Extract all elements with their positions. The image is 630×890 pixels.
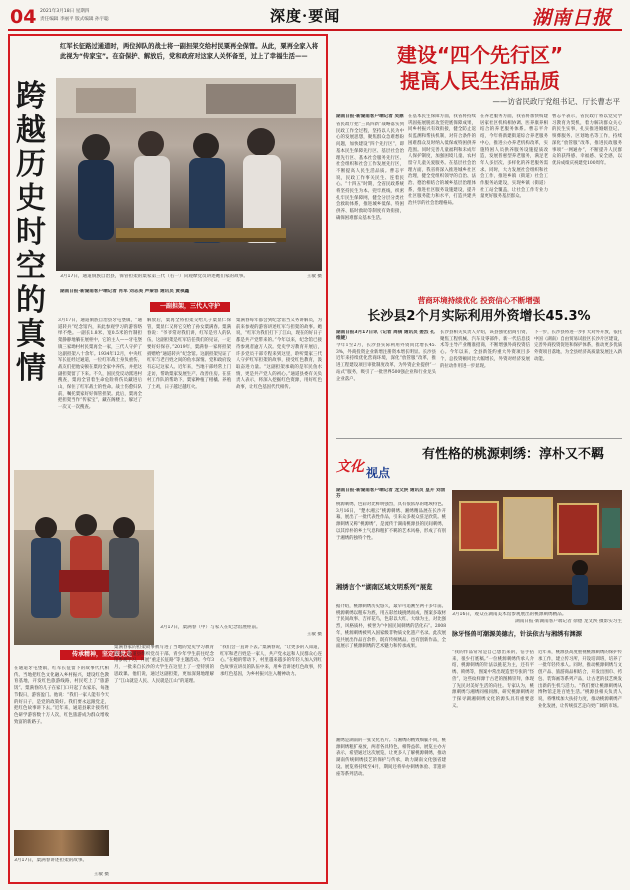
econ-col-1: 今年1至2月，长沙县实际利用外资同比增长45.3%，外商投资企业新增注册资本增长明显。长沙县近年来持续优化营商环境，深化“放管服”改革，推进工程建设项目审批制度改革，为外资企业提供“一站式”服务，吸引了一批世界500强企业和行业龙头企业落户。 <box>336 343 436 382</box>
feature-intro: 桃源刺绣，色彩对比鲜明强烈，具有很浓厚的地域特色。3月16日，“楚水湘云”桃源刺绣、湘绣精品展在长沙开幕，展出了一批代表性作品，引来众多观众驻足欣赏。桃源刺绣又称“桃源绣”，是流传于湖南桃源县的民间刺绣，以其淳朴的乡土气息和粗犷不羁的艺术风格，形成了有别于湘绣的独特个性。 <box>336 502 446 541</box>
left-vertical-headline: 跨越历史时空的真情 <box>16 79 46 386</box>
issue-date: 2021年3月18日 星期四 <box>40 9 90 14</box>
subhead-one-stretcher: 一副担架，三代人守护 <box>150 302 230 312</box>
left-col-2: 解放后，粟再全将担架交给儿子粟显仁保管，粟显仁又将它交给了孙女粟满春。粟满春说：“爷爷常对我们讲，红军是穷人的队伍，这副担架是红军信任我们的见证，一定要好好保存。”2019年，粟满春一家将担架捐赠给“通道转兵”纪念馆。这副担架见证了红军与老百姓之间的鱼水深情。党和政府没有忘记这家人。近年来，当地干部经常上门走访，帮助粟家发展生产、改善住房。在驻村工作队的帮助下，粟家种植了柑橘、养殖了土鸡，日子越过越红火。 <box>147 318 231 391</box>
editors-line: 责任编辑 李丽平 版式编辑 孙宇聪 <box>40 17 109 22</box>
left-col-6: “我们会一直讲下去。”粟满春说，“让更多的人知道，红军和老百姓是一家人，共产党永远和人民群众心连心。”在她的带动下，村里越来越多的年轻人加入到红色故事宣讲员的队伍中来，用乡音讲述红色故事，传承红色基因，为乡村振兴注入精神动力。 <box>220 645 322 677</box>
left-lede: 红军长征路过通道时，两位掉队的战士将一副担架交给村民粟再全保管。从此，粟再全家入将此视为“传家宝”。在奋保护、解放后，党和政府对这家人关怀备至，过上了幸福生活—— <box>60 43 319 60</box>
photo3-caption: 3月17日，粟满春讲述担架的故事。 <box>14 858 88 863</box>
interview-headline-1: 建设“四个先行区” <box>396 43 564 67</box>
subhead-carry-spirit: 传承精神，坚定跟党走 <box>60 650 144 660</box>
feature-photo-caption: 3月16日，观众在湖南美术馆参观展出的桃源刺绣精品。 <box>452 612 567 617</box>
econ-col-2: 长沙县相关负责人介绍，该县强化招商引资，聚焦工程机械、汽车及零部件、新一代信息技术等主导产业精准招商，不断增强外商投资信心。今年以来，全县新签约重大外资项目多个，总投资额同比大幅增长，外资对经济发展的拉动作用进一步显现。 <box>440 330 530 369</box>
page-number: 04 <box>10 6 37 28</box>
photo-figures-graphic <box>56 78 322 271</box>
econ-headline: 长沙县2个月实际利用外资增长45.3% <box>367 309 591 324</box>
left-col-3: 粟满春每年都会到纪念馆当义务讲解员，为前来参观的游客讲述红军与担架的故事。她说，“红军为我们打下了江山，现在的好日子都是共产党带来的。”今年以来，纪念馆已接待参观者逾万人次。党史学习教育开展后，许多党员干部专程来到这里，聆听粟家三代人守护红军担架的故事，接受红色教育，汲取奋进力量。“这副担架承载的是军民鱼水情，更是共产党人的初心。”通道县委有关负责人表示，将深入挖掘红色资源，用好红色故事，让红色基因代代相传。 <box>236 318 322 391</box>
left-byline: 湖南日报·新湖南客户端记者 肖军 刘志美 声秦容 通讯员 黄祺鑫 <box>60 289 190 294</box>
photo-stretcher-exhibit <box>56 78 322 271</box>
photo2-credit: 王敏 摄 <box>306 632 322 637</box>
photo3-credit: 王敏 摄 <box>93 872 109 877</box>
feature-subhead-2: 脉牙怪兽可潮源美德古，针法依古与湘绣有渊源 <box>452 631 582 638</box>
photo-embroidery-gallery <box>452 490 622 610</box>
interview-subhead: ——访省民政厅党组书记、厅长曹志平 <box>492 97 620 106</box>
photo1-caption: 3月17日，通道侗族自治县，保管担架的粟家第三代（右一）向观摩党员讲述她们家的故事。 <box>60 274 248 279</box>
page-header <box>0 0 630 32</box>
culture-stamp-top: 文化 <box>336 459 364 475</box>
interview-col-d: 曹志平表示，省民政厅将以党史学习教育为契机，着力解决群众关心的民生实事，扎实推进婚姻登记、殡葬服务、区划地名等工作，持续深化“放管服”改革，推进民政服务事项“一网通办”，不断提升人民群众的获得感、幸福感、安全感，以优异成绩庆祝建党100周年。 <box>552 114 622 166</box>
feature-headline: 有性格的桃源剌绣：淳朴又不羁 <box>421 447 604 462</box>
interview-col-c: 在养老服务方面，我省将加快构建居家社区机构相协调、医养康养相结合的养老服务体系。曹志平介绍，今年将新建街道综合养老服务中心，推进公办养老机构改革，实施特困人员供养服务设施提质改造，发展普惠型养老服务，满足老年人多层次、多样化的养老服务需求。同时，大力发展社会组织和社会工作，推进乡镇（街道）社会工作服务站建设，实现乡镇（街道）社工站全覆盖，让社会工作专业力量更好服务基层群众。 <box>480 114 548 200</box>
interview-col-a: 省民政厅把“三高四新”战略落实到民政工作全过程，坚持以人民为中心的发展思想，聚焦群众急难愁盼问题，加快建设“四个先行区”，即基本民生保障先行区、基层社会治理先行区、基本社会服务先行区、社会组织和社会工作发展先行区，不断提高人民生活品质。曹志平说，民政工作事关民生、连着民心。“十四五”时期，全省民政系统将坚持民生为本、兜牢底线，织密扎牢民生保障网，健全分层分类社会救助体系，推进城乡低保、特困供养、临时救助等制度有效衔接，确保困难群众基本生活。 <box>336 122 404 221</box>
photo2-caption: 3月17日，粟满春（中）与家人在纪念馆展柜前。 <box>160 625 261 630</box>
feature-col-c: “我的作品常常是自己想出来的，信手拈来，很少打底稿。”一位桃源刺绣传承人介绍，桃源刺绣的针法以挑花为主，还有平绣、锁绣等，图案中常出现造型夸张的“怪兽”，这些纹样源于古老的图腾崇拜，体现了先民对美好生活的向往。专家认为，桃源刺绣与湘绣同根同源，研究桃源刺绣对于探寻湖湘刺绣文化的源头具有重要意义。 <box>452 650 534 709</box>
header-rule <box>8 29 622 31</box>
culture-stamp-bottom: 视点 <box>366 466 391 480</box>
feature-photo-credit: 湖南日报·新湖南客户端记者 徐德 龙文泱 摄影实习生 <box>515 619 622 624</box>
section-divider <box>336 438 622 439</box>
feature-subhead-1: 湘绣言个“湖南区域文明系列”展览 <box>336 584 433 591</box>
newspaper-logo: 湖南日报 <box>532 7 613 29</box>
photo-family-graphic <box>14 470 154 645</box>
photo-storyteller <box>14 830 109 856</box>
photo-family-portrait <box>14 470 154 645</box>
feature-col-b: 湘绣是湖南的一张文化名片。与湘绣的精致细腻不同，桃源刺绣粗犷豪放，两者各具特色，相得益彰。展览主办方表示，希望通过这次展览，让更多人了解桃源刺绣，推动湖南传统刺绣技艺的保护与传承，助力湖南文化强省建设。展览将持续至4月，期间还将举办刺绣体验、非遗讲座等系列活动。 <box>336 738 446 777</box>
culture-stamp <box>336 456 398 484</box>
interview-headline-2: 提高人民生活品质 <box>400 69 560 93</box>
feature-col-a: 据介绍，桃源刺绣历史悠久，最早可追溯至两千多年前。桃源刺绣以粗布为底，用五彩丝线挑绣而成，图案多取材于民间故事、吉祥花鸟，色彩以大红、大绿为主，对比强烈，风格质朴，被誉为“中国民间刺绣的活化石”。2008年，桃源刺绣被列入国家级非物质文化遗产名录。此次展览共展出作品百余件，既有传统绣品，也有创新作品，全面展示了桃源刺绣的艺术魅力和传承成果。 <box>336 604 446 650</box>
interview-col-b: 在基本民生保障方面，我省将持续巩固拓展脱贫攻坚兜底保障成果，同乡村振兴有效衔接，健全防止返贫监测和帮扶机制，对符合条件的困难群众及时纳入低保或特困供养范围。同时完善儿童福利和未成年人保护制度，加强困境儿童、农村留守儿童关爱服务。在基层社会治理方面，我省将深入推进城乡社区治理，健全党组织领导的自治、法治、德治相结合的城乡基层治理体系，推进社区服务设施建设，提升社区服务能力和水平，打造共建共治共享的社会治理格局。 <box>408 114 476 207</box>
econ-col-3: 下一步，长沙县将进一步扩大对外开放，依托中国（湖南）自由贸易试验区长沙片区建设，完善外商投资促进和保护体系，推动更多优质外资项目落地，为全县经济高质量发展注入新动能。 <box>534 330 622 362</box>
feature-byline: 湖南日报·新湖南客户端记者 龙文泱 通讯员 皇开 刘清芬 <box>336 488 446 499</box>
econ-byline: 湖南日报3月17日讯（记者 周倩 通讯员 姜烈 孔维婕） <box>336 330 435 341</box>
left-col-5: 粟满春家的担架故事被写进了当地的党史学习教育读本。通道县组织党员干部、青少年学生前往纪念馆参观学习，开展“重走长征路”等主题活动。今年3月，一批来自长沙的大学生在这里上了一堂特别的思政课。他们说，通过这副担架，更加深刻地理解了“江山就是人民、人民就是江山”的道理。 <box>114 645 214 684</box>
left-col-4: 在通道牙屯堡镇，红军长征留下的故事代代相传。当地把红色文化融入乡村振兴，建设红色教育基地，开发红色旅游线路，村民吃上了“旅游饭”。粟满春的儿子在家门口开起了农家乐，每逢节假日，游客盈门。他说：“我们一家人能有今天的好日子，是党的政策好。我们要永远跟党走，把红色故事讲下去。”近年来，通道县累计接待红色研学游客数十万人次，红色旅游成为群众增收致富的新路子。 <box>14 666 109 725</box>
econ-kicker: 营商环境持续优化 投资信心不断增强 <box>417 296 541 305</box>
interview-byline: 湖南日报·新湖南客户端记者 吴鼎 <box>336 114 404 119</box>
section-title: 深度·要闻 <box>270 7 341 25</box>
left-col-1: 3月17日，通道侗族自治县牙屯堡镇，“通道转兵”纪念馆内，来此参观学习的游客络绎不绝。一副长1.8米、宽0.5米的竹制担架静静地躺在展柜中，它的主人——牙屯堡镇三家坳村村民粟再全一家，三代人守护了这副担架八十余年。1934年12月，中央红军长征经过通道，一位红军战士身负重伤，战友们把他安顿在粟再全家中养伤，并把这副担架留了下来。不久，国民党反动派进村搜查，粟再全冒着生命危险将伤员藏进后山，保住了红军战士的性命。战士伤愈归队前，嘱托粟家好好保管担架。此后，粟再全把担架当作“传家宝”，藏在阁楼上，躲过了一次又一次搜查。 <box>58 318 142 411</box>
photo-gallery-graphic <box>452 490 622 610</box>
feature-col-d: 近年来，桃源县高度重视桃源刺绣的保护传承工作，建立传习所，开设培训班，培养了一批年轻传承人。同时，推动桃源刺绣与文创产品、旅游商品相结合，开发出围巾、挎包、装饰画等系列产品，让古老的技艺焕发出新的生机与活力。“我们要让桃源刺绣从博物馆走进百姓生活。”桃源县相关负责人说，将继续加大扶持力度，推动桃源刺绣产业化发展，让传统技艺走向更广阔的市场。 <box>538 650 622 709</box>
photo1-credit: 王敏 摄 <box>306 274 322 279</box>
